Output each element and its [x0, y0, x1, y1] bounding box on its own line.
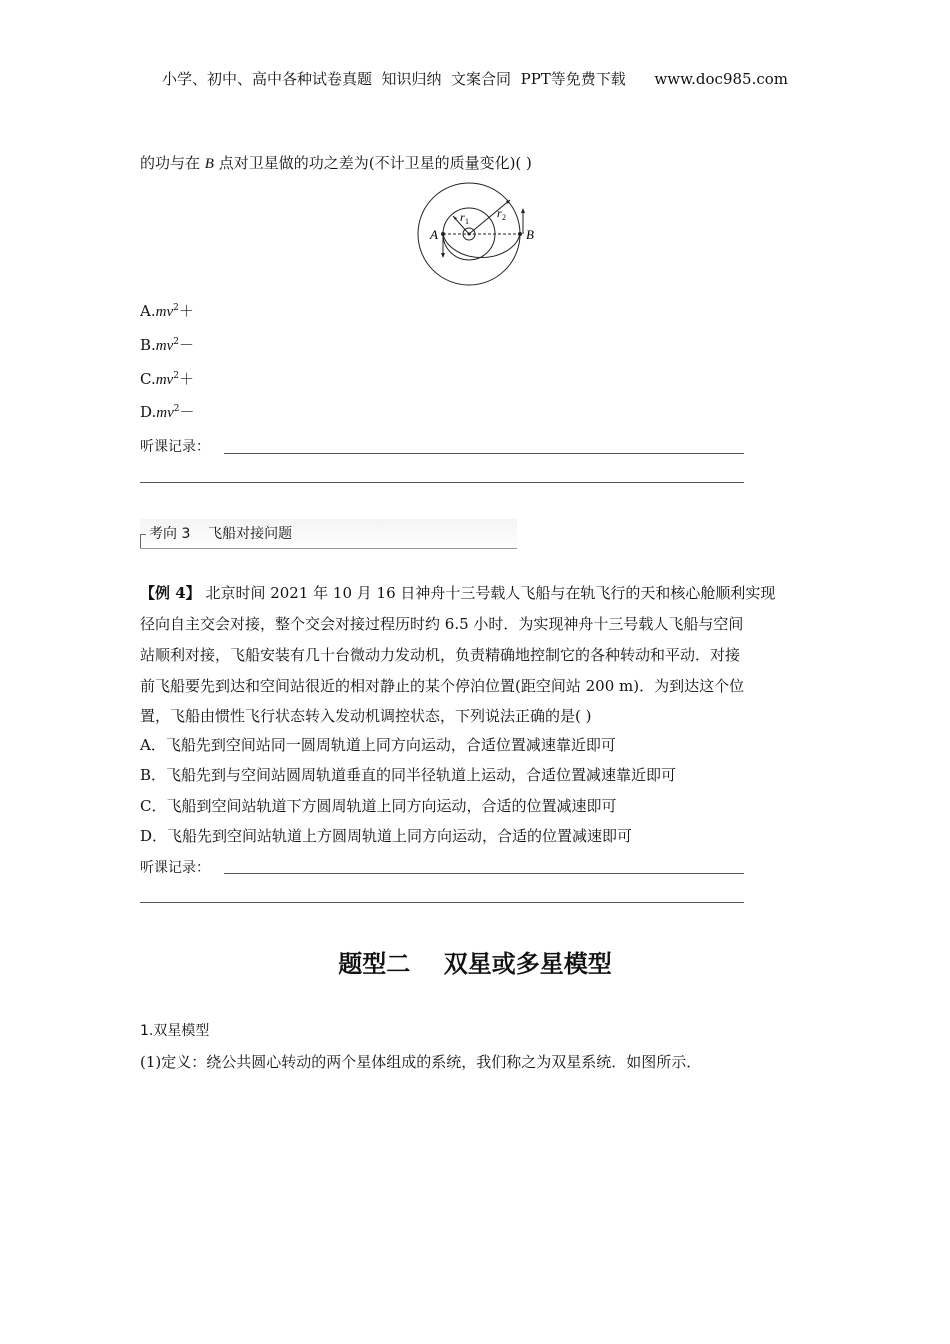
option-b[interactable] [140, 334, 194, 355]
option-sign: － [179, 403, 195, 421]
label-r2-sub: 2 [502, 213, 506, 222]
question-stem [140, 152, 532, 173]
label-a: A [430, 227, 438, 242]
option-power: 2 [173, 371, 179, 381]
header-site-link[interactable]: www.doc985.com [654, 70, 788, 88]
option-power: 2 [173, 303, 179, 313]
section-underline [140, 548, 517, 549]
point-b [518, 232, 522, 236]
notes-line[interactable] [140, 902, 744, 903]
option-letter: D. [140, 403, 157, 421]
option-expr: mv [156, 405, 174, 421]
section-header-box [140, 519, 517, 549]
velocity-b-arrow-icon [521, 208, 525, 213]
option-a[interactable] [140, 300, 194, 321]
example-line [140, 582, 775, 603]
stem-text: 的功与在 [140, 154, 205, 172]
velocity-a-arrow-icon [441, 253, 445, 258]
notes-label: 听课记录： [140, 439, 210, 455]
label-r2: r [497, 206, 502, 220]
example-line: 径向自主交会对接，整个交会对接过程历时约 6.5 小时．为实现神舟十三号载人飞船与空间 [140, 615, 744, 633]
example-option-c[interactable]: C．飞船到空间站轨道下方圆周轨道上同方向运动，合适的位置减速即可 [140, 797, 617, 815]
stem-text-end: 点对卫星做的功之差为(不计卫星的质量变化)( ) [213, 154, 532, 172]
example-line: 前飞船要先到达和空间站很近的相对静止的某个停泊位置(距空间站 200 m)．为到达这个位 [140, 677, 745, 695]
transfer-orbit [443, 234, 520, 258]
option-letter: B. [140, 336, 156, 354]
notes-line[interactable] [224, 453, 744, 454]
option-power: 2 [173, 404, 180, 414]
option-expr: mv [155, 304, 174, 320]
definition-text: (1)定义：绕公共圆心转动的两个星体组成的系统，我们称之为双星系统．如图所示． [140, 1053, 702, 1071]
stem-variable: B [204, 156, 214, 172]
header-banner-text: 小学、初中、高中各种试卷真题 知识归纳 文案合同 PPT等免费下载 [161, 70, 626, 88]
notes-line[interactable] [140, 482, 744, 483]
notes-label: 听课记录： [140, 860, 210, 876]
label-r1: r [460, 210, 465, 224]
option-d[interactable] [140, 401, 195, 422]
example-tag: 【例 4】 [140, 584, 201, 602]
label-b: B [526, 227, 534, 242]
example-option-a[interactable]: A．飞船先到空间站同一圆周轨道上同方向运动，合适位置减速靠近即可 [140, 736, 616, 754]
example-line: 置，飞船由惯性飞行状态转入发动机调控状态，下列说法正确的是( ) [140, 707, 592, 725]
option-sign: ＋ [178, 302, 194, 320]
option-power: 2 [173, 337, 180, 347]
sub-heading: 1.双星模型 [140, 1023, 210, 1039]
option-sign: ＋ [178, 370, 194, 388]
page-header [0, 68, 950, 89]
example-line: 站顺利对接，飞船安装有几十台微动力发动机，负责精确地控制它的各种转动和平动．对接 [140, 646, 741, 664]
option-sign: － [179, 336, 195, 354]
example-option-d[interactable]: D．飞船先到空间站轨道上方圆周轨道上同方向运动，合适的位置减速即可 [140, 827, 633, 845]
option-letter: A. [140, 302, 156, 320]
section-title: 考向 3 飞船对接问题 [149, 526, 293, 542]
option-expr: mv [155, 372, 174, 388]
corner-mark [140, 534, 141, 549]
example-option-b[interactable]: B．飞船先到与空间站圆周轨道垂直的同半径轨道上运动，合适位置减速靠近即可 [140, 766, 677, 784]
option-letter: C. [140, 370, 156, 388]
part-heading: 题型二 双星或多星模型 [338, 950, 612, 978]
example-text: 北京时间 2021 年 10 月 16 日神舟十三号载人飞船与在轨飞行的天和核心舱顺利实现 [205, 584, 776, 602]
label-r1-sub: 1 [465, 217, 469, 226]
option-expr: mv [155, 338, 174, 354]
corner-mark [140, 534, 146, 535]
orbit-diagram [410, 180, 550, 290]
option-c[interactable] [140, 368, 194, 389]
notes-line[interactable] [224, 873, 744, 874]
